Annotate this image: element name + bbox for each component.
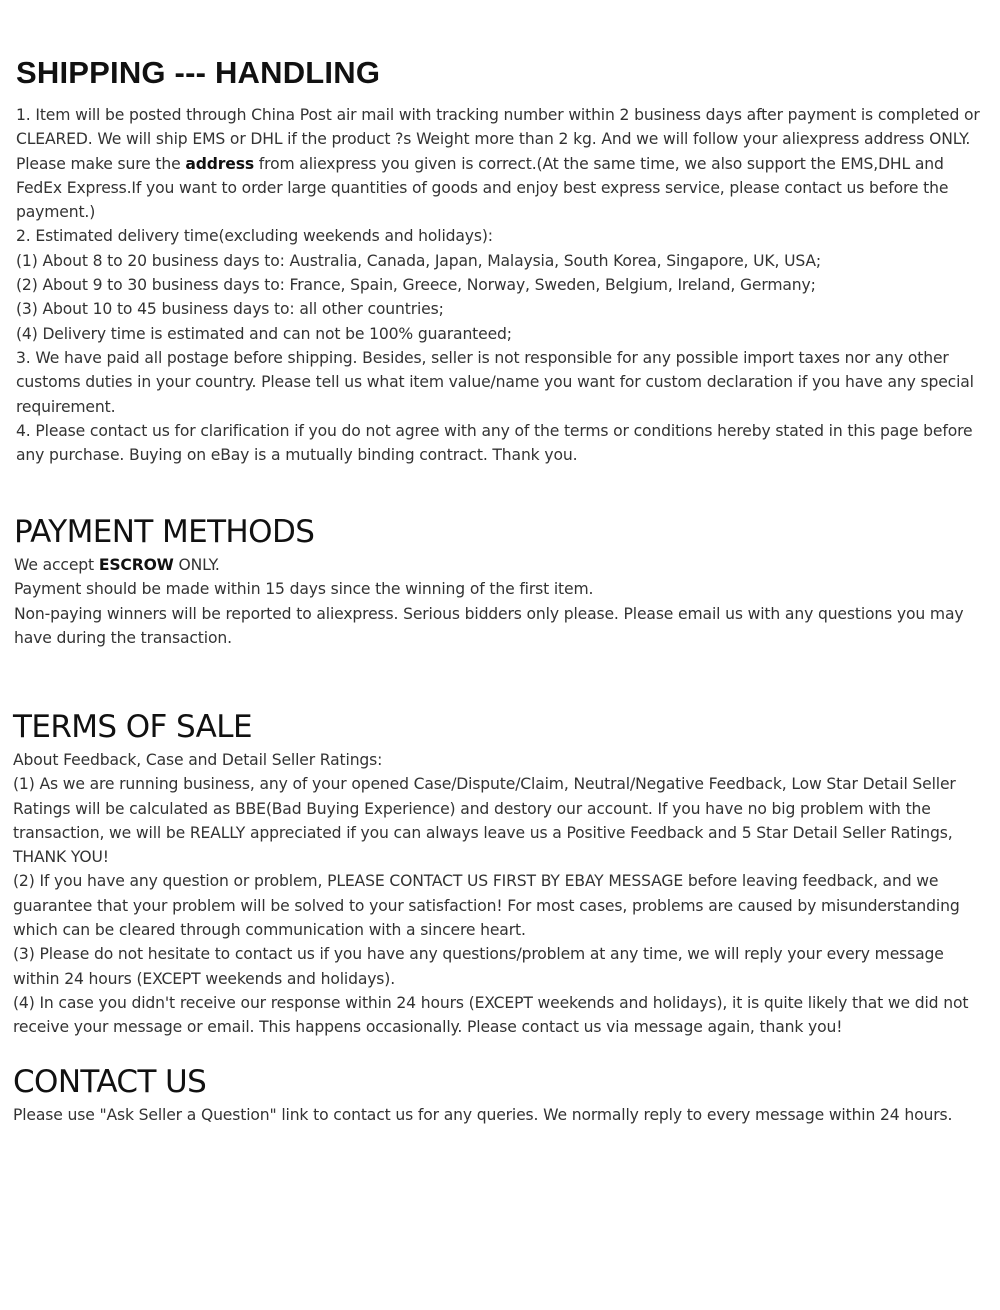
payment-line: Non-paying winners will be reported to aliexpress. Serious bidders only please. Please email us with any questions you may have during the transaction.	[14, 604, 964, 647]
payment-heading: PAYMENT METHODS	[14, 514, 315, 550]
terms-line: About Feedback, Case and Detail Seller Ratings:	[13, 751, 383, 769]
shipping-line: (3) About 10 to 45 business days to: all other countries;	[16, 300, 444, 319]
payment-section	[0, 514, 1000, 650]
payment-accept-line: We accept ESCROW ONLY.	[14, 556, 220, 574]
contact-body	[13, 1103, 988, 1127]
shipping-heading: SHIPPING --- HANDLING	[16, 55, 381, 90]
terms-line: (3) Please do not hesitate to contact us if you have any questions/problem at any time, we will reply your every message within 24 hours (EXCEPT weekends and holidays).	[13, 945, 944, 988]
shipping-line: 4. Please contact us for clarification if you do not agree with any of the terms or conditions hereby stated in this page before any purchase. Buying on eBay is a mutually binding contract. Thank you.	[16, 421, 973, 465]
terms-line: (1) As we are running business, any of your opened Case/Dispute/Claim, Neutral/Negative Feedback, Low Star Detail Seller Ratings will be calculated as BBE(Bad Buying Experience) and destory our account. If you have no big problem with the transaction, we will be REALLY appreciated if you can always leave us a Positive Feedback and 5 Star Detail Seller Ratings, THANK YOU!	[13, 775, 956, 867]
escrow-emphasis: ESCROW	[98, 556, 174, 574]
payment-line: Payment should be made within 15 days since the winning of the first item.	[14, 580, 594, 599]
shipping-line: 2. Estimated delivery time(excluding weekends and holidays):	[16, 227, 493, 246]
contact-line: Please use "Ask Seller a Question" link to contact us for any queries. We normally reply to every message within 24 hours.	[13, 1106, 953, 1124]
shipping-line: (2) About 9 to 30 business days to: France, Spain, Greece, Norway, Sweden, Belgium, Ireland, Germany;	[16, 276, 816, 295]
terms-line: (2) If you have any question or problem, PLEASE CONTACT US FIRST BY EBAY MESSAGE before leaving feedback, and we guarantee that your problem will be solved to your satisfaction! For most cases, problems are caused by misunderstanding which can be cleared through communication with a sincere heart.	[13, 872, 960, 940]
shipping-paragraph-1: 1. Item will be posted through China Post air mail with tracking number within 2 business days after payment is completed or CLEARED. We will ship EMS or DHL if the product ?s Weight more than 2 kg. And we will follow your aliexpress address ONLY. Please make sure the address from aliexpress you given is correct.(At the same time, we also support the EMS,DHL and FedEx Express.If you want to order large quantities of goods and enjoy best express service, please contact us before the payment.)	[16, 106, 980, 222]
shipping-line: (4) Delivery time is estimated and can not be 100% guaranteed;	[16, 324, 512, 343]
terms-line: (4) In case you didn't receive our response within 24 hours (EXCEPT weekends and holidays), it is quite likely that we did not receive your message or email. This happens occasionally. Please contact us via message again, thank you!	[13, 993, 969, 1037]
terms-section	[0, 709, 1000, 1040]
shipping-section	[0, 55, 1000, 467]
address-emphasis: address	[185, 154, 254, 173]
contact-heading: CONTACT US	[13, 1064, 207, 1100]
shipping-line: 3. We have paid all postage before shipping. Besides, seller is not responsible for any possible import taxes nor any other customs duties in your country. Please tell us what item value/name you want for custom declaration if you have any special requirement.	[16, 348, 974, 416]
shipping-body	[16, 103, 991, 467]
terms-body	[13, 748, 988, 1040]
payment-body	[14, 553, 989, 650]
shipping-line: (1) About 8 to 20 business days to: Australia, Canada, Japan, Malaysia, South Korea, Singapore, UK, USA;	[16, 251, 821, 270]
terms-heading: TERMS OF SALE	[13, 709, 252, 745]
contact-section	[0, 1064, 1000, 1127]
